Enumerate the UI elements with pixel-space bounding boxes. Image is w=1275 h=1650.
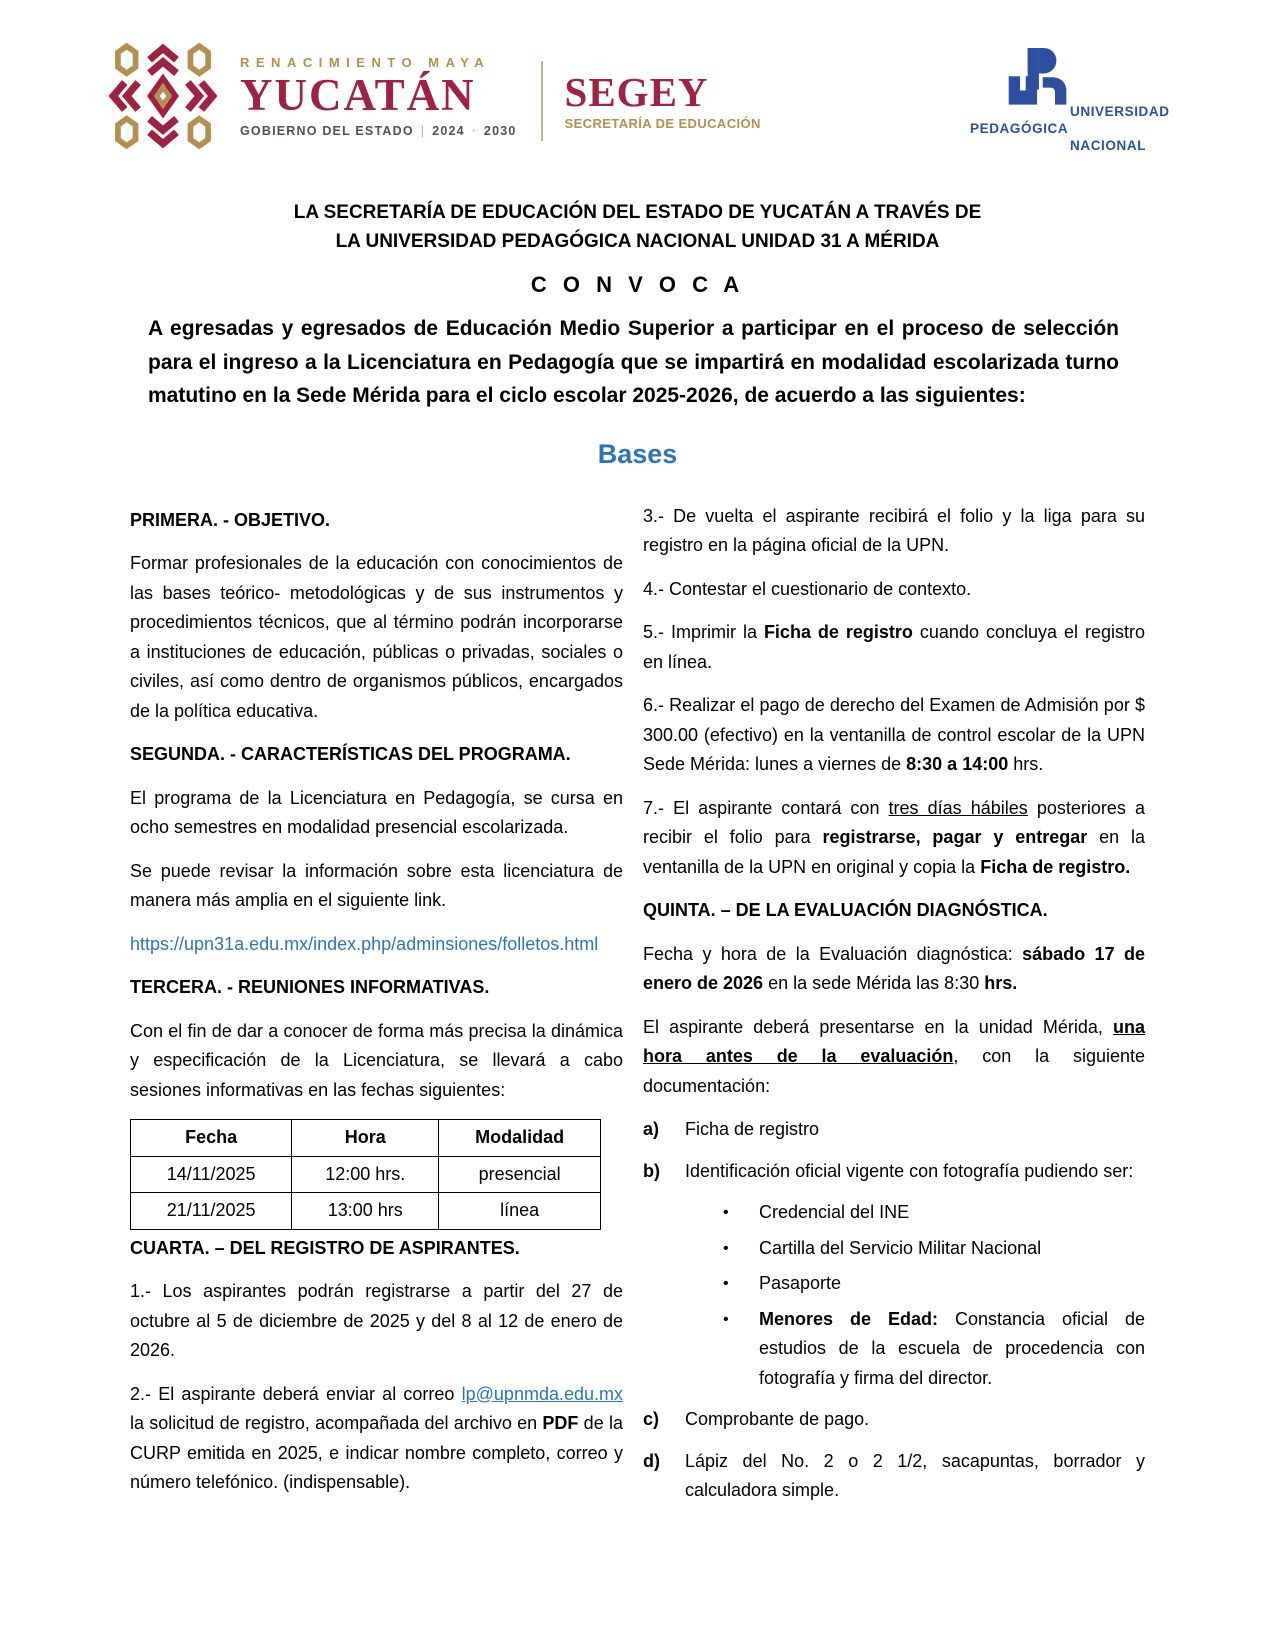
period-year-to: 2030 bbox=[483, 123, 517, 138]
segey-logo bbox=[565, 71, 761, 131]
renacimiento-maya-tagline: RENACIMIENTO MAYA bbox=[240, 54, 491, 70]
sessions-table bbox=[130, 1119, 601, 1230]
bullet-item-ine bbox=[723, 1198, 1145, 1228]
gobierno-separator: | bbox=[420, 123, 426, 138]
period-separator-dot: ◦ bbox=[471, 124, 477, 137]
title-line-1: LA SECRETARÍA DE EDUCACIÓN DEL ESTADO DE YUCATÁN A TRAVÉS DE bbox=[293, 202, 982, 223]
list-label-c: c) bbox=[643, 1409, 660, 1429]
bullet-icon: • bbox=[723, 1204, 729, 1221]
list-item-c bbox=[643, 1405, 1145, 1435]
deadline-paragraph: 7.- El aspirante contará con tres días hábiles posteriores a recibir el folio para registrarse, pagar y entregar en la ventanilla de la UPN en original y copia la Ficha de registro. bbox=[643, 797, 1145, 877]
email-link[interactable]: lp@upnmda.edu.mx bbox=[461, 1383, 623, 1404]
gobierno-text: GOBIERNO DEL ESTADO bbox=[240, 123, 414, 138]
maya-pattern-icon bbox=[106, 42, 220, 150]
right-column bbox=[643, 502, 1145, 1518]
column-header-fecha: Fecha bbox=[131, 1120, 292, 1157]
list-item-b bbox=[643, 1157, 1145, 1187]
list-text-d: Lápiz del No. 2 o 2 1/2, sacapuntas, borrador y calculadora simple. bbox=[685, 1450, 1145, 1500]
two-column-body bbox=[0, 502, 1275, 1518]
bullet-text: Cartilla del Servicio Militar Nacional bbox=[759, 1237, 1042, 1258]
column-header-hora: Hora bbox=[292, 1120, 439, 1157]
list-label-d: d) bbox=[643, 1450, 660, 1471]
folio-paragraph: 3.- De vuelta el aspirante recibirá el folio y la liga para su registro en la página oficial de la UPN. bbox=[643, 505, 1145, 555]
left-column bbox=[130, 502, 623, 1518]
bullet-icon: • bbox=[723, 1275, 729, 1292]
section-primera-heading: PRIMERA. - OBJETIVO. bbox=[130, 509, 331, 530]
bullet-item-cartilla bbox=[723, 1234, 1145, 1264]
document-title bbox=[0, 198, 1275, 256]
title-line-2: LA UNIVERSIDAD PEDAGÓGICA NACIONAL UNIDAD 31 A MÉRIDA bbox=[335, 231, 940, 252]
list-item-d bbox=[643, 1447, 1145, 1506]
period-year-from: 2024 bbox=[432, 123, 465, 138]
id-options-bullet-list bbox=[723, 1198, 1145, 1393]
upn-line-nacional: NACIONAL bbox=[1070, 138, 1147, 153]
program-paragraph: El programa de la Licenciatura en Pedagogía, se cursa en ocho semestres en modalidad presencial escolarizada. bbox=[130, 787, 623, 837]
cell-hora-1: 12:00 hrs. bbox=[292, 1156, 439, 1193]
document-header bbox=[0, 42, 1275, 164]
segey-subtitle: SECRETARÍA DE EDUCACIÓN bbox=[564, 116, 761, 131]
yucatan-wordmark bbox=[240, 55, 517, 138]
questionnaire-paragraph: 4.- Contestar el cuestionario de contexto. bbox=[643, 578, 972, 599]
intro-paragraph: A egresadas y egresados de Educación Medio Superior a participar en el proceso de selección para el ingreso a la Licenciatura en Pedagogía que se impartirá en modalidad escolarizada turno matutino en la Sede Mérida para el ciclo escolar 2025-2026, de acuerdo a las siguientes: bbox=[148, 317, 1119, 407]
program-info-paragraph: Se puede revisar la información sobre esta licenciatura de manera más amplia en el siguiente link. bbox=[130, 860, 623, 910]
cell-fecha-1: 14/11/2025 bbox=[131, 1156, 292, 1193]
cell-modalidad-2: línea bbox=[439, 1193, 601, 1230]
section-quinta-heading: QUINTA. – DE LA EVALUACIÓN DIAGNÓSTICA. bbox=[643, 900, 1048, 920]
bullet-icon: • bbox=[723, 1239, 729, 1257]
list-label-b: b) bbox=[643, 1160, 660, 1181]
column-header-modalidad: Modalidad bbox=[439, 1120, 601, 1157]
cell-fecha-2: 21/11/2025 bbox=[131, 1193, 292, 1230]
convoca-heading: C O N V O C A bbox=[530, 272, 745, 297]
section-cuarta-heading: CUARTA. – DEL REGISTRO DE ASPIRANTES. bbox=[130, 1237, 520, 1258]
segey-title: SEGEY bbox=[564, 69, 709, 115]
upn-monogram-icon bbox=[1004, 46, 1072, 116]
list-text-a: Ficha de registro bbox=[685, 1119, 820, 1139]
bullet-icon: • bbox=[723, 1310, 729, 1328]
gobierno-line bbox=[240, 124, 517, 138]
upn-line-universidad: UNIVERSIDAD bbox=[1070, 104, 1170, 119]
table-row bbox=[131, 1156, 601, 1193]
admissions-brochure-link[interactable]: https://upn31a.edu.mx/index.php/adminsiones/folletos.html bbox=[130, 933, 599, 954]
arrival-instructions-paragraph: El aspirante deberá presentarse en la unidad Mérida, una hora antes de la evaluación, con la siguiente documentación: bbox=[643, 1016, 1146, 1096]
bullet-item-menores bbox=[723, 1305, 1145, 1394]
upn-line-pedagogica: PEDAGÓGICA bbox=[970, 121, 1069, 136]
registration-dates-paragraph: 1.- Los aspirantes podrán registrarse a partir del 27 de octubre al 5 de diciembre de 2025 y del 8 al 12 de enero de 2026. bbox=[130, 1281, 623, 1360]
cell-hora-2: 13:00 hrs bbox=[292, 1193, 439, 1230]
section-tercera-heading: TERCERA. - REUNIONES INFORMATIVAS. bbox=[130, 977, 490, 997]
table-row bbox=[131, 1193, 601, 1230]
list-text-b: Identificación oficial vigente con fotografía pudiendo ser: bbox=[685, 1160, 1134, 1181]
bases-heading: Bases bbox=[597, 438, 678, 469]
yucatan-government-logo bbox=[106, 42, 761, 150]
objective-paragraph: Formar profesionales de la educación con conocimientos de las bases teórico- metodológicas y de sus instrumentos y procedimientos técnicos, que al término podrán incorporarse a instituciones de educación, públicas o privadas, sociales o civiles, así como dentro de organismos públicos, encargados de la política educativa. bbox=[130, 553, 623, 721]
upn-logo bbox=[962, 46, 1170, 158]
header-divider bbox=[541, 61, 543, 141]
informative-sessions-paragraph: Con el fin de dar a conocer de forma más precisa la dinámica y especificación de la Licenciatura, se llevará a cabo sesiones informativas en las fechas siguientes: bbox=[130, 1020, 623, 1100]
bullet-text: Credencial del INE bbox=[759, 1202, 910, 1222]
bullet-text: Menores de Edad: Constancia oficial de estudios de la escuela de procedencia con fotografía y firma del director. bbox=[759, 1308, 1145, 1388]
list-item-a bbox=[643, 1115, 1145, 1145]
payment-paragraph: 6.- Realizar el pago de derecho del Examen de Admisión por $ 300.00 (efectivo) en la ventanilla de control escolar de la UPN Sede Mérida: lunes a viernes de 8:30 a 14:00 hrs. bbox=[643, 695, 1145, 774]
yucatan-title: YUCATÁN bbox=[240, 69, 476, 120]
list-label-a: a) bbox=[643, 1119, 660, 1139]
print-registration-paragraph: 5.- Imprimir la Ficha de registro cuando concluya el registro en línea. bbox=[643, 622, 1145, 672]
section-segunda-heading: SEGUNDA. - CARACTERÍSTICAS DEL PROGRAMA. bbox=[130, 744, 571, 764]
bullet-text: Pasaporte bbox=[759, 1273, 842, 1293]
bullet-item-pasaporte bbox=[723, 1269, 1145, 1299]
evaluation-date-paragraph: Fecha y hora de la Evaluación diagnóstica: sábado 17 de enero de 2026 en la sede Mérida las 8:30 hrs. bbox=[643, 943, 1146, 993]
sessions-table-header-row bbox=[131, 1120, 601, 1157]
cell-modalidad-1: presencial bbox=[439, 1156, 601, 1193]
list-text-c: Comprobante de pago. bbox=[685, 1409, 870, 1429]
registration-email-paragraph: 2.- El aspirante deberá enviar al correo lp@upnmda.edu.mx la solicitud de registro, acompañada del archivo en PDF de la CURP emitida en 2025, e indicar nombre completo, correo y número telefónico. (indispensable). bbox=[130, 1383, 623, 1492]
